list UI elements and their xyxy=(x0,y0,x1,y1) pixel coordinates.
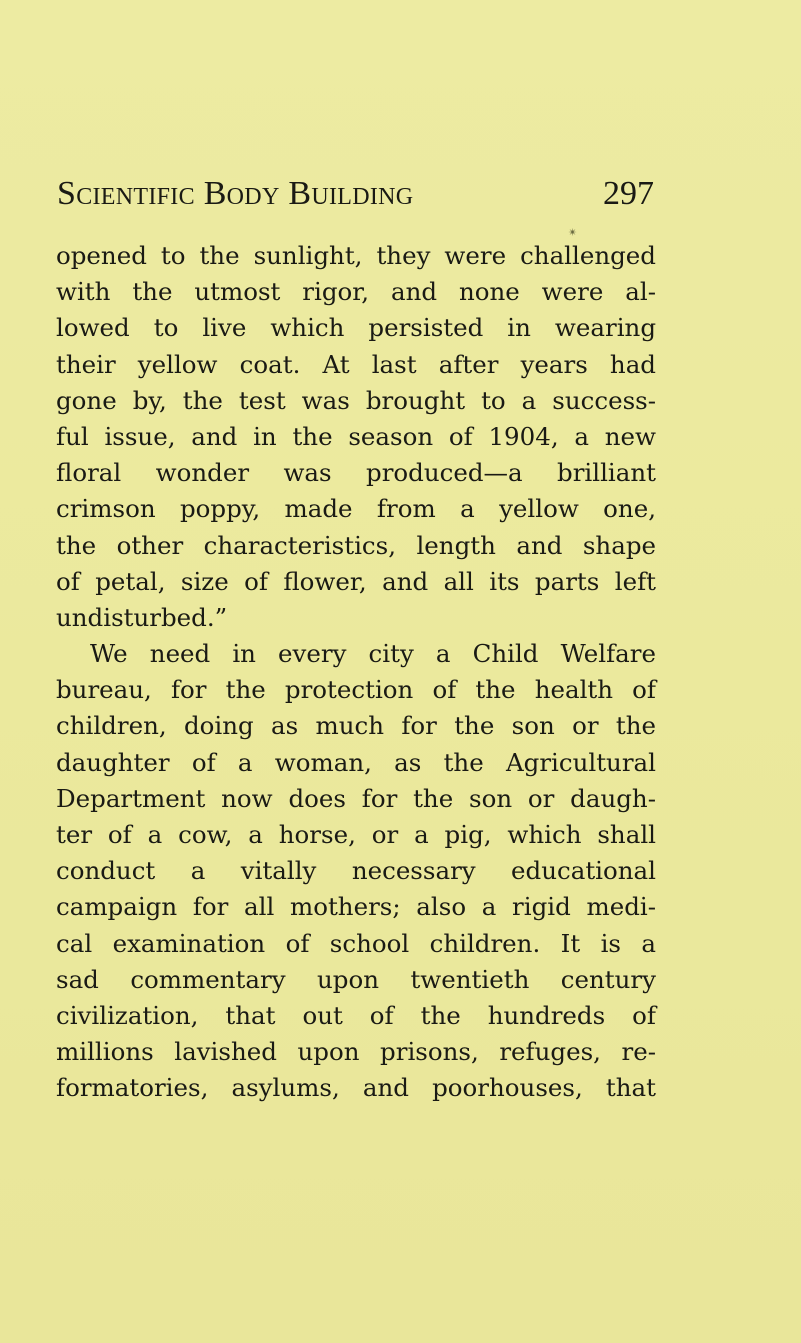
text-line: ter of a cow, a horse, or a pig, which shall xyxy=(56,820,656,849)
text-line: floral wonder was produced—a brilliant xyxy=(56,458,656,488)
text-line: opened to the sunlight, they were challenged xyxy=(56,241,656,270)
text-line: children, doing as much for the son or the xyxy=(56,711,656,741)
text-line: of petal, size of flower, and all its parts left xyxy=(56,566,656,596)
text-line: campaign for all mothers; also a rigid medi- xyxy=(56,892,656,922)
text-line: conduct a vitally necessary educational xyxy=(56,856,656,886)
body-text xyxy=(56,238,656,1107)
text-line: their yellow coat. At last after years had xyxy=(56,349,656,379)
text-line: the other characteristics, length and shape xyxy=(56,530,656,560)
running-head xyxy=(57,172,654,216)
text-line: cal examination of school children. It is a xyxy=(56,928,656,958)
text-line: bureau, for the protection of the health of xyxy=(56,675,656,705)
text-line: lowed to live which persisted in wearing xyxy=(56,313,656,343)
text-line: sad commentary upon twentieth century xyxy=(56,964,656,994)
printer-mark: ✴ xyxy=(568,226,578,239)
text-line: gone by, the test was brought to a success- xyxy=(56,385,656,415)
text-line: with the utmost rigor, and none were al- xyxy=(56,277,656,307)
text-line: We need in every city a Child Welfare xyxy=(90,639,656,669)
text-line: Department now does for the son or daugh- xyxy=(56,783,656,813)
text-line: millions lavished upon prisons, refuges, re- xyxy=(56,1037,656,1067)
text-line: undisturbed.” xyxy=(56,602,228,632)
text-line: daughter of a woman, as the Agricultural xyxy=(56,747,656,777)
running-title: Scientific Body Building xyxy=(57,175,414,212)
text-line: formatories, asylums, and poorhouses, that xyxy=(56,1073,656,1103)
text-line: crimson poppy, made from a yellow one, xyxy=(56,494,656,524)
text-line: ful issue, and in the season of 1904, a new xyxy=(56,421,656,451)
text-line: civilization, that out of the hundreds of xyxy=(56,1000,656,1030)
page-number: 297 xyxy=(603,175,654,212)
